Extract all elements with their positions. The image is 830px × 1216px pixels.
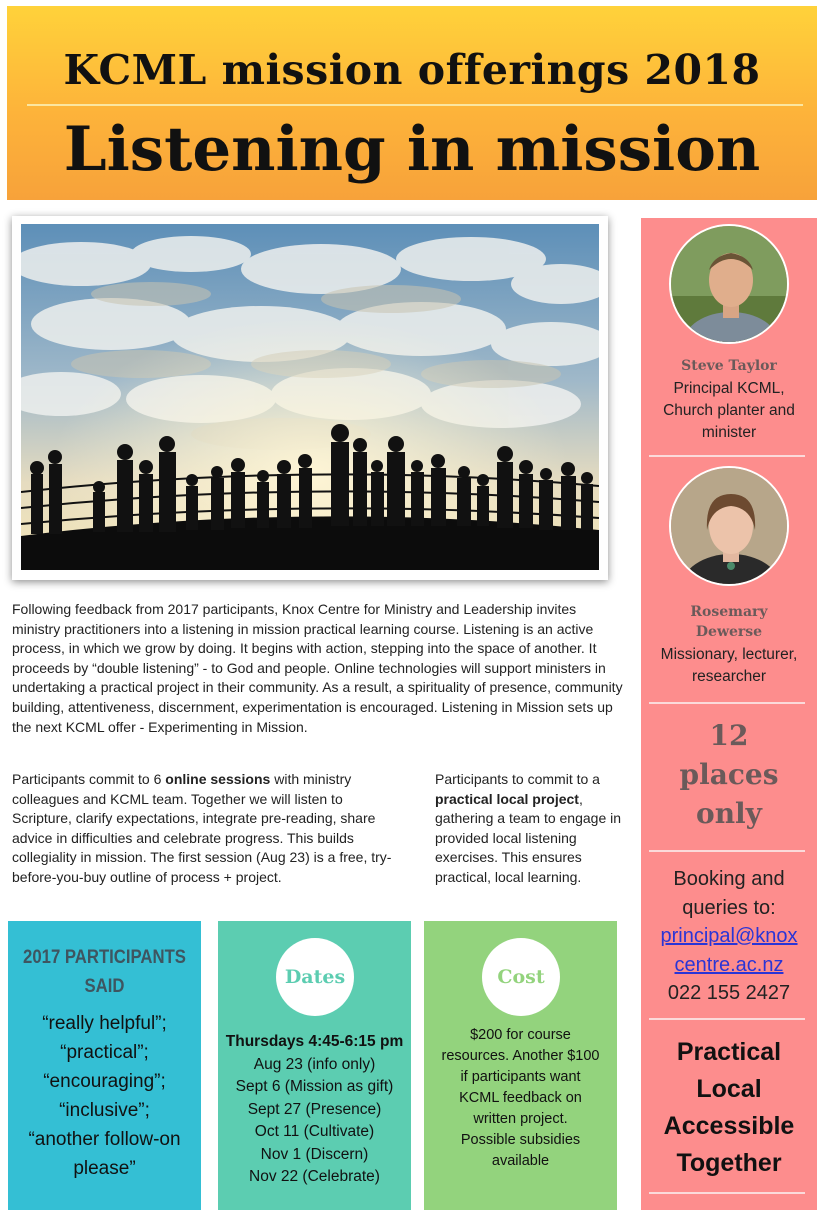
quote-item: “really helpful”; (42, 1013, 167, 1034)
places-word: places (679, 758, 779, 791)
person2-role: Missionary, lecturer, researcher (660, 646, 798, 685)
header-subtitle: Listening in mission (63, 114, 761, 185)
cost-details (424, 1025, 617, 1172)
steve-taylor-avatar (669, 224, 789, 344)
email-line-2[interactable]: centre.ac.nz (674, 953, 784, 976)
sessions-text-start: Participants commit to 6 (12, 771, 166, 787)
email-link-continued[interactable] (675, 954, 784, 976)
project-text-end: , gathering a team to engage in provided local listening exercises. This ensures practical, local learning. (435, 790, 622, 885)
booking-label-2: queries to: (682, 896, 776, 919)
email-link[interactable] (660, 925, 797, 947)
participants-feedback-box (8, 921, 201, 1210)
online-sessions-paragraph (12, 770, 392, 888)
cost-line: KCML feedback on (459, 1090, 582, 1106)
hero-photo (12, 216, 608, 580)
cost-line: resources. Another $100 (441, 1048, 600, 1064)
cost-badge: Cost (482, 938, 560, 1016)
date-item: Nov 22 (Celebrate) (249, 1168, 380, 1185)
cost-box (424, 921, 617, 1210)
cost-line: if participants want (460, 1069, 581, 1085)
phone-number: 022 155 2427 (667, 982, 791, 1004)
booking-info (641, 865, 817, 1008)
date-item: Nov 1 (Discern) (260, 1145, 369, 1163)
course-values (641, 1034, 817, 1182)
quote-item: “encouraging”; (43, 1071, 166, 1092)
sidebar-divider-4 (649, 1018, 805, 1020)
value-together: Together (676, 1149, 782, 1177)
booking-label-1: Booking and (673, 868, 785, 890)
places-number: 12 (709, 719, 749, 752)
quote-item: please” (73, 1158, 136, 1179)
dates-box (218, 921, 411, 1210)
value-local: Local (696, 1075, 762, 1103)
date-item: Sept 6 (Mission as gift) (235, 1078, 394, 1095)
date-item: Oct 11 (Cultivate) (254, 1123, 375, 1140)
quote-item: “inclusive”; (59, 1100, 150, 1121)
value-accessible: Accessible (663, 1112, 795, 1140)
places-only: only (696, 797, 762, 830)
person1-name: Steve Taylor (681, 358, 777, 374)
header-title: KCML mission offerings 2018 (63, 46, 761, 94)
sessions-text-end: with ministry colleagues and KCML team. Together we will listen to Scripture, clarify expectations, integrate pre-reading, share advice in difficulties and celebrate progress. This builds collegiality in mission. The first session (Aug 23) is a free, try-before-you-buy outline of process + project. (12, 771, 392, 885)
header-divider (27, 104, 803, 106)
person2-name-line2: Dewerse (695, 624, 763, 640)
sidebar (641, 218, 817, 1210)
sidebar-divider-1 (649, 455, 805, 457)
person2-name-line1: Rosemary (690, 604, 768, 620)
cost-line: $200 for course (470, 1027, 571, 1043)
intro-paragraph: Following feedback from 2017 participants, Knox Centre for Ministry and Leadership invites ministry practitioners into a listening in mission practical learning course. Listening is an active process, in which we grow by doing. It begins with action, stepping into the space of another. It proceeds by “double listening” - to God and people. Online technologies will support ministers in undertaking a practical project in their community. As a result, a spirituality of presence, community building, attentiveness, discernment, experimentation is encouraged. Listening in Mission sets up the next KCML offer - Experimenting in Mission. (12, 601, 623, 735)
project-text-bold: practical local project (435, 790, 579, 807)
local-project-paragraph (435, 770, 631, 888)
cost-line: written project. (473, 1111, 568, 1127)
date-item: Sept 27 (Presence) (247, 1100, 382, 1118)
participant-quotes (8, 1009, 201, 1183)
sidebar-divider-5 (649, 1192, 805, 1194)
cost-line: Possible subsidies (460, 1132, 581, 1148)
header-banner (7, 6, 817, 200)
dates-badge: Dates (276, 938, 354, 1016)
people-on-bridge-photo (21, 224, 599, 570)
participants-title (20, 943, 190, 1001)
rosemary-dewerse-avatar (669, 466, 789, 586)
sidebar-divider-2 (649, 702, 805, 704)
sessions-text-bold: online sessions (165, 771, 271, 787)
email-line-1[interactable]: principal@knox (660, 925, 798, 947)
quote-item: “another follow-on (28, 1129, 181, 1150)
date-item: Aug 23 (info only) (253, 1055, 376, 1073)
cost-line: available (491, 1153, 550, 1169)
project-text-start: Participants to commit to a (435, 771, 600, 787)
person1-role: Principal KCML, Church planter and minister (663, 380, 795, 441)
value-practical: Practical (676, 1038, 782, 1066)
dates-heading: Thursdays 4:45-6:15 pm (225, 1033, 404, 1050)
quote-item: “practical”; (60, 1042, 149, 1063)
sidebar-divider-3 (649, 850, 805, 852)
participants-title-line2: SAID (84, 976, 125, 997)
places-callout (641, 716, 817, 833)
dates-list (218, 1031, 411, 1189)
participants-title-line1: 2017 PARTICIPANTS (23, 947, 186, 968)
